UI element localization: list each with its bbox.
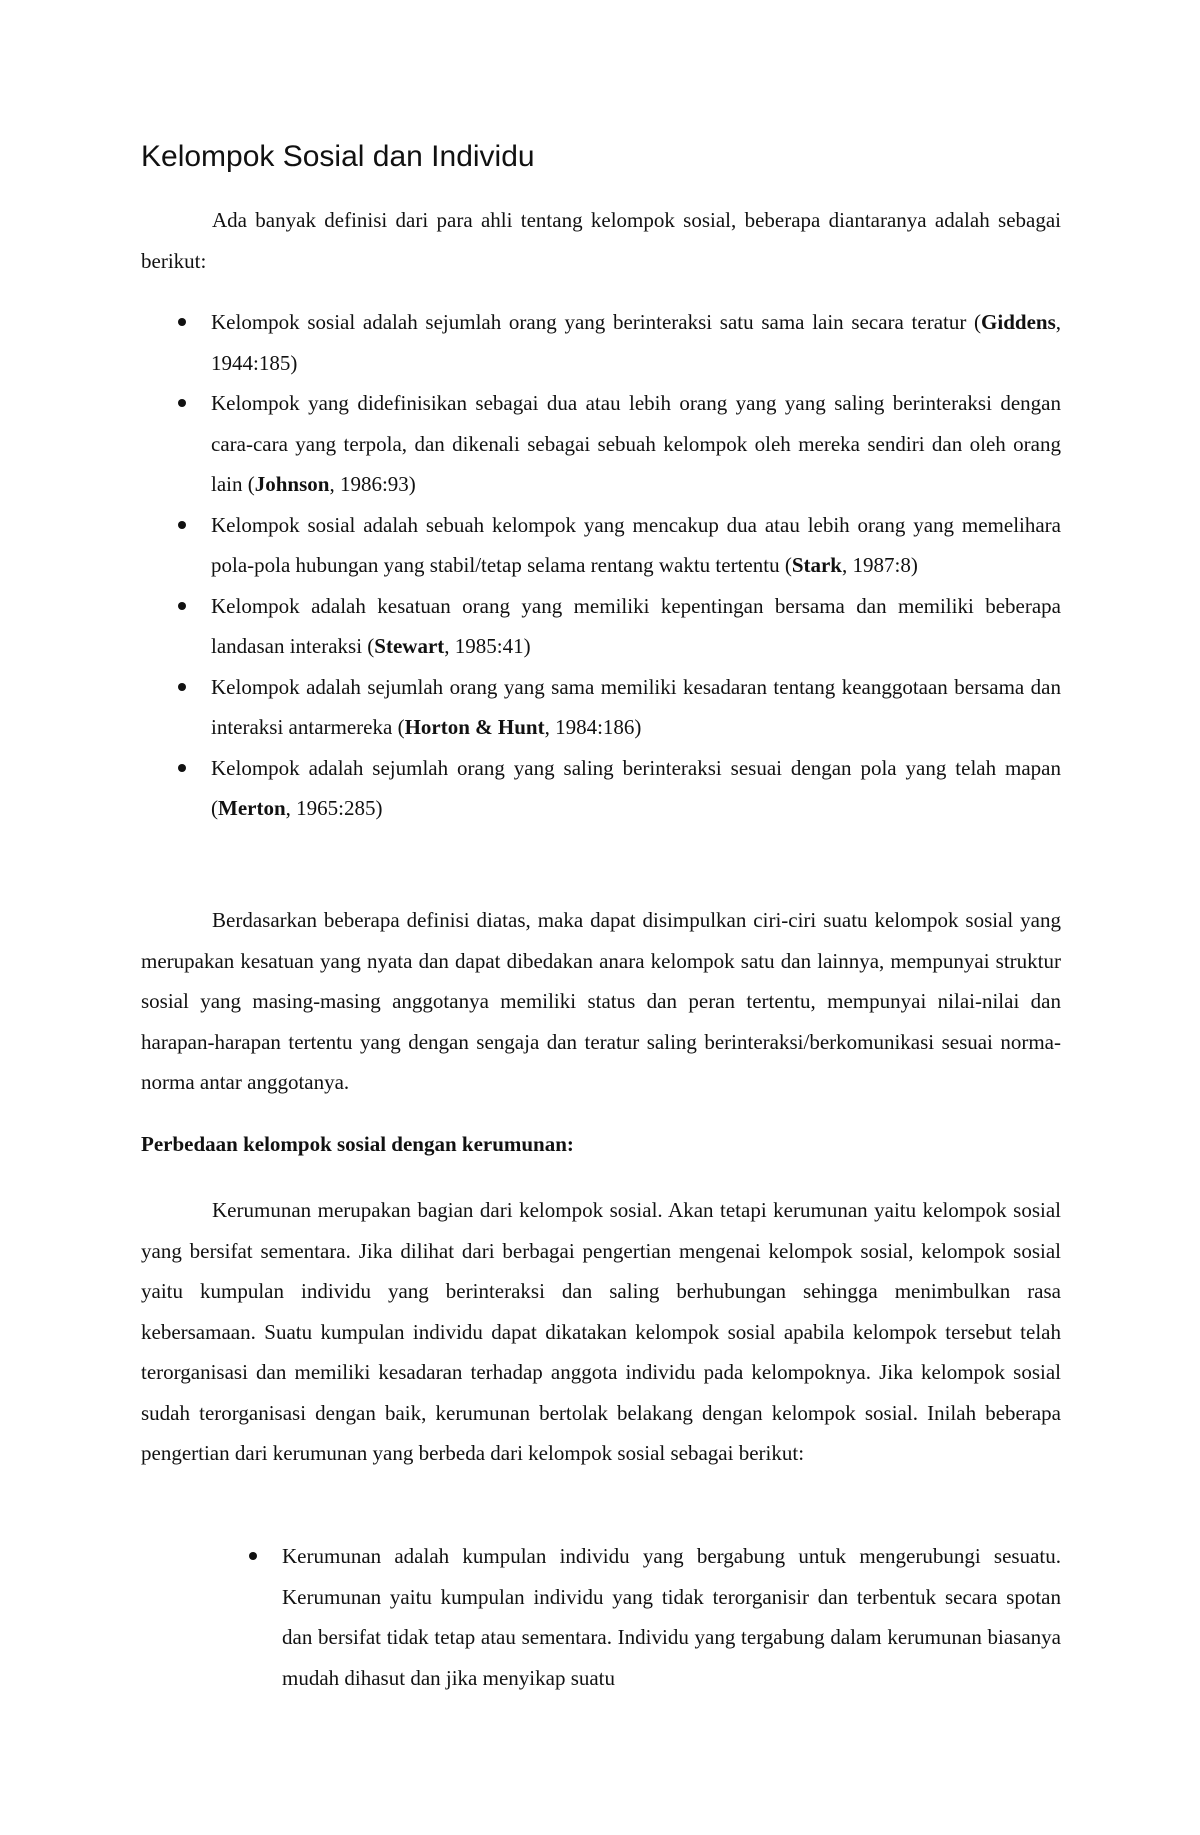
- author-name: Giddens: [981, 310, 1056, 334]
- bullet-icon: [178, 521, 186, 529]
- bullet-icon: [178, 399, 186, 407]
- author-name: Merton: [218, 796, 286, 820]
- bullet-icon: [178, 318, 186, 326]
- author-name: Johnson: [254, 472, 330, 496]
- conclusion-paragraph: Berdasarkan beberapa definisi diatas, maka dapat disimpulkan ciri-ciri suatu kelompok sosial yang merupakan kesatuan yang nyata dan dapat dibedakan anara kelompok satu dan lainnya, mempunyai struktur sosial yang masing-masing anggotanya memiliki status dan peran tertentu, mempunyai nilai-nilai dan harapan-harapan tertentu yang dengan sengaja dan teratur saling berinteraksi/berkomunikasi sesuai norma-norma antar anggotanya.: [141, 908, 1061, 1094]
- bullet-icon: [178, 764, 186, 772]
- author-name: Horton & Hunt: [404, 715, 545, 739]
- intro-paragraph: Ada banyak definisi dari para ahli tentang kelompok sosial, beberapa diantaranya adalah sebagai berikut:: [141, 208, 1061, 273]
- crowd-paragraph: Kerumunan merupakan bagian dari kelompok sosial. Akan tetapi kerumunan yaitu kelompok sosial yang bersifat sementara. Jika dilihat dari berbagai pengertian mengenai kelompok sosial, kelompok sosial yaitu kumpulan individu yang berinteraksi dan saling berhubungan sehingga menimbulkan rasa kebersamaan. Suatu kumpulan individu dapat dikatakan kelompok sosial apabila kelompok tersebut telah terorganisasi dan memiliki kesadaran terhadap anggota individu pada kelompoknya. Jika kelompok sosial sudah terorganisasi dengan baik, kerumunan bertolak belakang dengan kelompok sosial. Inilah beberapa pengertian dari kerumunan yang berbeda dari kelompok sosial sebagai berikut:: [141, 1198, 1061, 1465]
- list-item: Kerumunan adalah kumpulan individu yang bergabung untuk mengerubungi sesuatu. Kerumunan yaitu kumpulan individu yang tidak terorganisir dan terbentuk secara spotan dan bersifat tidak tetap atau sementara. Individu yang tergabung dalam kerumunan biasanya mudah dihasut dan jika menyikap suatu: [141, 1536, 1061, 1698]
- list-item: Kelompok adalah sejumlah orang yang sama memiliki kesadaran tentang keanggotaan bersama dan interaksi antarmereka (Horton & Hunt, 1984:186): [141, 667, 1061, 748]
- section-subheading: Perbedaan kelompok sosial dengan kerumunan:: [141, 1132, 574, 1156]
- bullet-icon: [178, 602, 186, 610]
- document-title: Kelompok Sosial dan Individu: [141, 140, 535, 173]
- list-item: Kelompok adalah sejumlah orang yang saling berinteraksi sesuai dengan pola yang telah mapan (Merton, 1965:285): [141, 748, 1061, 829]
- list-item: Kelompok yang didefinisikan sebagai dua atau lebih orang yang yang saling berinteraksi dengan cara-cara yang terpola, dan dikenali sebagai sebuah kelompok oleh mereka sendiri dan oleh orang lain (Johnson, 1986:93): [141, 383, 1061, 505]
- crowd-list: [141, 1536, 1061, 1698]
- definition-list: [141, 302, 1061, 829]
- list-item: Kelompok sosial adalah sebuah kelompok yang mencakup dua atau lebih orang yang memelihara pola-pola hubungan yang stabil/tetap selama rentang waktu tertentu (Stark, 1987:8): [141, 505, 1061, 586]
- bullet-icon: [249, 1552, 257, 1560]
- list-item: Kelompok sosial adalah sejumlah orang yang berinteraksi satu sama lain secara teratur (Giddens, 1944:185): [141, 302, 1061, 383]
- author-name: Stewart: [374, 634, 445, 658]
- list-item: Kelompok adalah kesatuan orang yang memiliki kepentingan bersama dan memiliki beberapa landasan interaksi (Stewart, 1985:41): [141, 586, 1061, 667]
- author-name: Stark: [791, 553, 842, 577]
- bullet-icon: [178, 683, 186, 691]
